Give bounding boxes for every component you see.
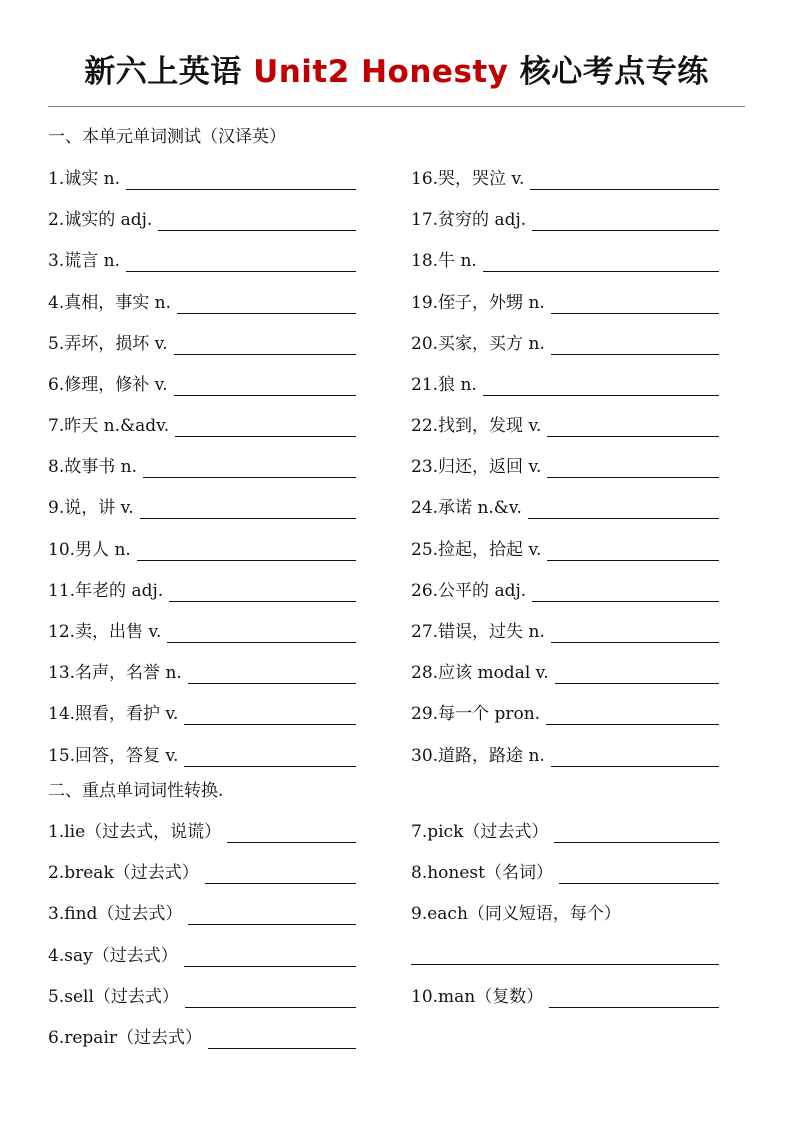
title-suffix: 核心考点专练 xyxy=(508,54,709,90)
title-divider xyxy=(48,106,745,107)
word-form-item: 1. lie（过去式，说谎） xyxy=(48,821,356,843)
section-1-heading: 一、本单元单词测试（汉译英） xyxy=(48,127,286,147)
word-form-item: 6. repair（过去式） xyxy=(48,1027,356,1049)
answer-blank[interactable] xyxy=(547,542,719,561)
vocab-item: 19. 侄子，外甥 n. xyxy=(411,292,719,314)
vocab-item: 6. 修理，修补 v. xyxy=(48,374,356,396)
vocab-item: 28. 应该 modal v. xyxy=(411,662,719,684)
section-2-heading: 二、重点单词词性转换. xyxy=(48,781,224,801)
answer-blank[interactable] xyxy=(175,418,356,437)
answer-blank[interactable] xyxy=(547,459,719,478)
word-form-item: 10. man（复数） xyxy=(411,986,719,1008)
vocab-item: 1. 诚实 n. xyxy=(48,168,356,190)
answer-blank[interactable] xyxy=(205,865,356,884)
answer-blank[interactable] xyxy=(174,336,356,355)
answer-blank[interactable] xyxy=(532,212,719,231)
page-title xyxy=(0,52,793,92)
answer-blank[interactable] xyxy=(177,295,356,314)
answer-blank[interactable] xyxy=(227,824,356,843)
vocab-item: 21. 狼 n. xyxy=(411,374,719,396)
answer-blank[interactable] xyxy=(530,171,719,190)
title-unit: Unit2 Honesty xyxy=(253,54,509,90)
vocab-item: 26. 公平的 adj. xyxy=(411,580,719,602)
word-form-item: 7. pick（过去式） xyxy=(411,821,719,843)
answer-blank[interactable] xyxy=(143,459,356,478)
answer-blank[interactable] xyxy=(188,906,356,925)
vocab-item: 10. 男人 n. xyxy=(48,539,356,561)
vocab-item: 2. 诚实的 adj. xyxy=(48,209,356,231)
vocab-item: 7. 昨天 n.&adv. xyxy=(48,415,356,437)
vocab-item: 5. 弄坏，损坏 v. xyxy=(48,333,356,355)
answer-blank[interactable] xyxy=(547,418,719,437)
title-prefix: 新六上英语 xyxy=(84,54,254,90)
vocab-item: 4. 真相，事实 n. xyxy=(48,292,356,314)
vocab-item: 9. 说，讲 v. xyxy=(48,497,356,519)
vocab-item: 27. 错误，过失 n. xyxy=(411,621,719,643)
vocab-item: 11. 年老的 adj. xyxy=(48,580,356,602)
word-form-item: 4. say（过去式） xyxy=(48,945,356,967)
answer-blank[interactable] xyxy=(551,624,719,643)
word-form-item: 8. honest（名词） xyxy=(411,862,719,884)
answer-blank[interactable] xyxy=(555,665,719,684)
answer-blank[interactable] xyxy=(551,748,719,767)
vocab-item: 14. 照看，看护 v. xyxy=(48,703,356,725)
vocab-item: 18. 牛 n. xyxy=(411,250,719,272)
vocab-item: 17. 贫穷的 adj. xyxy=(411,209,719,231)
word-form-item: 2. break（过去式） xyxy=(48,862,356,884)
vocab-item: 16. 哭，哭泣 v. xyxy=(411,168,719,190)
answer-blank[interactable] xyxy=(185,989,356,1008)
word-form-item: 9. each（同义短语，每个） xyxy=(411,904,621,924)
vocab-item: 23. 归还，返回 v. xyxy=(411,456,719,478)
answer-blank[interactable] xyxy=(184,948,356,967)
answer-blank[interactable] xyxy=(126,171,356,190)
word-form-item: 3. find（过去式） xyxy=(48,903,356,925)
answer-blank[interactable] xyxy=(483,377,719,396)
answer-blank[interactable] xyxy=(126,253,356,272)
vocab-item: 22. 找到，发现 v. xyxy=(411,415,719,437)
answer-blank[interactable] xyxy=(551,295,719,314)
answer-blank[interactable] xyxy=(554,824,719,843)
answer-blank[interactable] xyxy=(546,706,719,725)
answer-blank[interactable] xyxy=(483,253,719,272)
vocab-item: 25. 捡起，拾起 v. xyxy=(411,539,719,561)
answer-blank[interactable] xyxy=(208,1030,356,1049)
answer-blank[interactable] xyxy=(551,336,719,355)
vocab-item: 3. 谎言 n. xyxy=(48,250,356,272)
answer-blank[interactable] xyxy=(184,706,356,725)
vocab-item: 24. 承诺 n.&v. xyxy=(411,497,719,519)
answer-blank[interactable] xyxy=(174,377,356,396)
vocab-item: 12. 卖，出售 v. xyxy=(48,621,356,643)
word-form-item: 5. sell（过去式） xyxy=(48,986,356,1008)
answer-blank[interactable] xyxy=(411,964,719,965)
vocab-item: 20. 买家，买方 n. xyxy=(411,333,719,355)
answer-blank[interactable] xyxy=(188,665,356,684)
answer-blank[interactable] xyxy=(532,583,719,602)
answer-blank[interactable] xyxy=(549,989,719,1008)
answer-blank[interactable] xyxy=(169,583,356,602)
answer-blank[interactable] xyxy=(559,865,719,884)
answer-blank[interactable] xyxy=(167,624,356,643)
vocab-item: 29. 每一个 pron. xyxy=(411,703,719,725)
vocab-item: 30. 道路，路途 n. xyxy=(411,745,719,767)
answer-blank[interactable] xyxy=(528,500,719,519)
answer-blank[interactable] xyxy=(137,542,356,561)
vocab-item: 13. 名声，名誉 n. xyxy=(48,662,356,684)
answer-blank[interactable] xyxy=(158,212,356,231)
vocab-item: 8. 故事书 n. xyxy=(48,456,356,478)
answer-blank[interactable] xyxy=(184,748,356,767)
vocab-item: 15. 回答，答复 v. xyxy=(48,745,356,767)
answer-blank[interactable] xyxy=(140,500,356,519)
